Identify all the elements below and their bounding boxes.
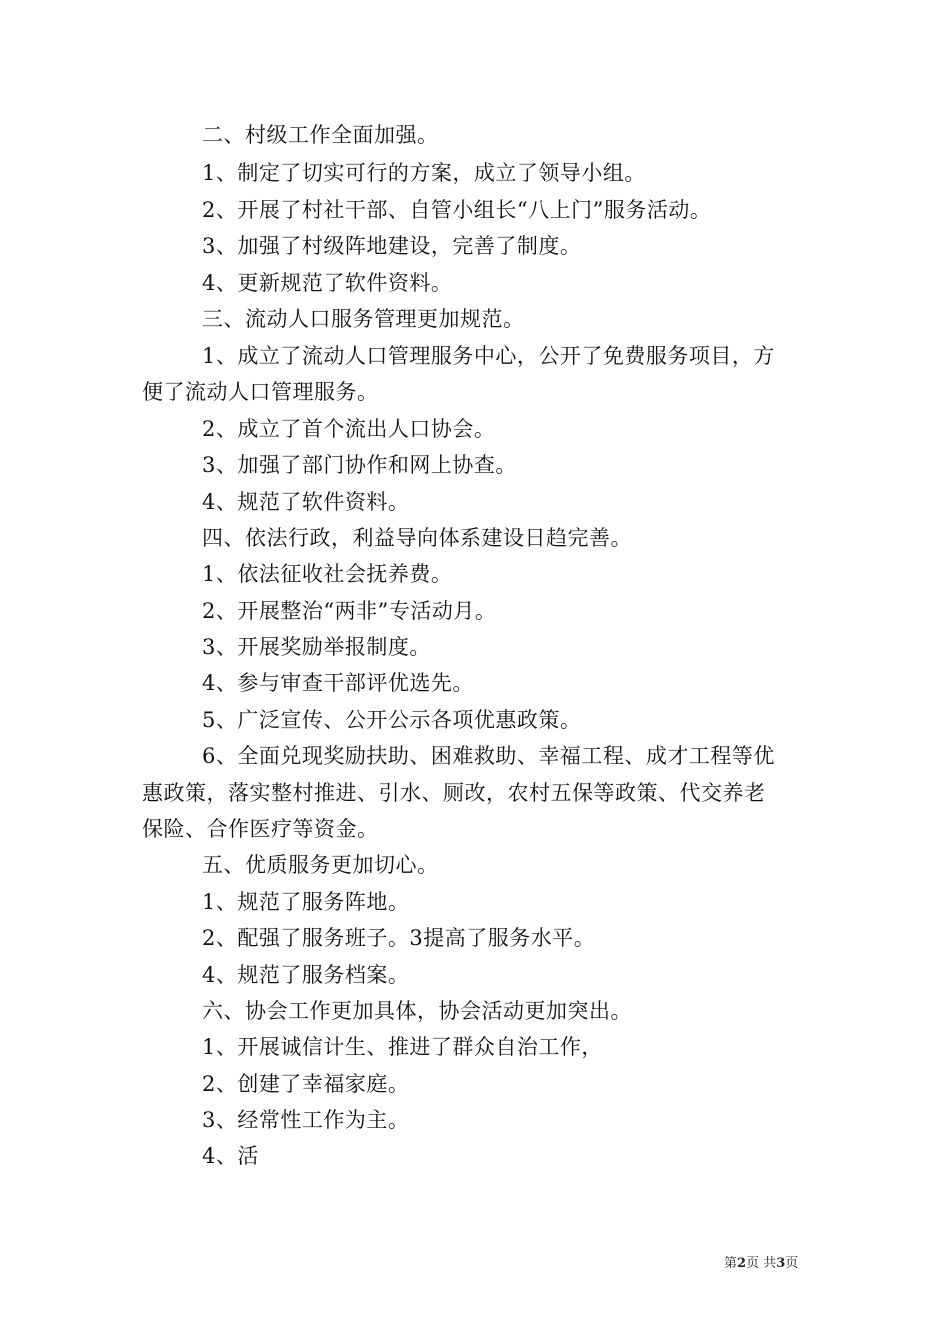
page-footer [724, 1256, 798, 1272]
section-heading-3: 三、流动人口服务管理更加规范。 [202, 307, 525, 331]
paragraph-line: 4、更新规范了软件资料。 [202, 271, 453, 295]
paragraph-line: 惠政策，落实整村推进、引水、厕改，农村五保等政策、代交养老 [142, 781, 766, 805]
paragraph-line: 5、广泛宣传、公开公示各项优惠政策。 [202, 708, 582, 732]
paragraph-line: 2、开展整治“两非”专活动月。 [202, 599, 497, 623]
paragraph-line: 便了流动人口管理服务。 [142, 380, 379, 404]
paragraph-line: 1、规范了服务阵地。 [202, 890, 410, 914]
paragraph-line: 2、配强了服务班子。3提高了服务水平。 [202, 926, 596, 950]
section-heading-4: 四、依法行政，利益导向体系建设日趋完善。 [202, 526, 632, 550]
footer-suffix: 页 [785, 1256, 799, 1271]
paragraph-line: 1、开展诚信计生、推进了群众自治工作， [202, 1035, 603, 1059]
paragraph-line: 4、参与审查干部评优选先。 [202, 671, 474, 695]
paragraph-line: 2、开展了村社干部、自管小组长“八上门”服务活动。 [202, 198, 712, 222]
footer-total-pages: 3 [776, 1256, 786, 1271]
paragraph-line: 2、创建了幸福家庭。 [202, 1072, 410, 1096]
footer-prefix: 第 [724, 1256, 738, 1271]
paragraph-line: 4、规范了软件资料。 [202, 490, 410, 514]
footer-middle: 页 共 [746, 1256, 777, 1271]
section-heading-5: 五、优质服务更加切心。 [202, 853, 439, 877]
paragraph-line: 3、加强了村级阵地建设，完善了制度。 [202, 234, 582, 258]
paragraph-line: 3、加强了部门协作和网上协查。 [202, 453, 517, 477]
paragraph-line: 1、制定了切实可行的方案，成立了领导小组。 [202, 161, 646, 185]
paragraph-line: 3、经常性工作为主。 [202, 1108, 410, 1132]
paragraph-line: 保险、合作医疗等资金。 [142, 817, 379, 841]
paragraph-line: 2、成立了首个流出人口协会。 [202, 417, 496, 441]
footer-current-page: 2 [737, 1256, 747, 1271]
paragraph-line: 4、活 [202, 1144, 259, 1168]
paragraph-line: 4、规范了服务档案。 [202, 963, 410, 987]
paragraph-line: 3、开展奖励举报制度。 [202, 635, 431, 659]
paragraph-line: 6、全面兑现奖励扶助、困难救助、幸福工程、成才工程等优 [202, 744, 775, 768]
paragraph-line: 1、成立了流动人口管理服务中心，公开了免费服务项目，方 [202, 344, 775, 368]
paragraph-line: 1、依法征收社会抚养费。 [202, 562, 453, 586]
section-heading-6: 六、协会工作更加具体，协会活动更加突出。 [202, 999, 632, 1023]
section-heading-2: 二、村级工作全面加强。 [202, 123, 439, 147]
